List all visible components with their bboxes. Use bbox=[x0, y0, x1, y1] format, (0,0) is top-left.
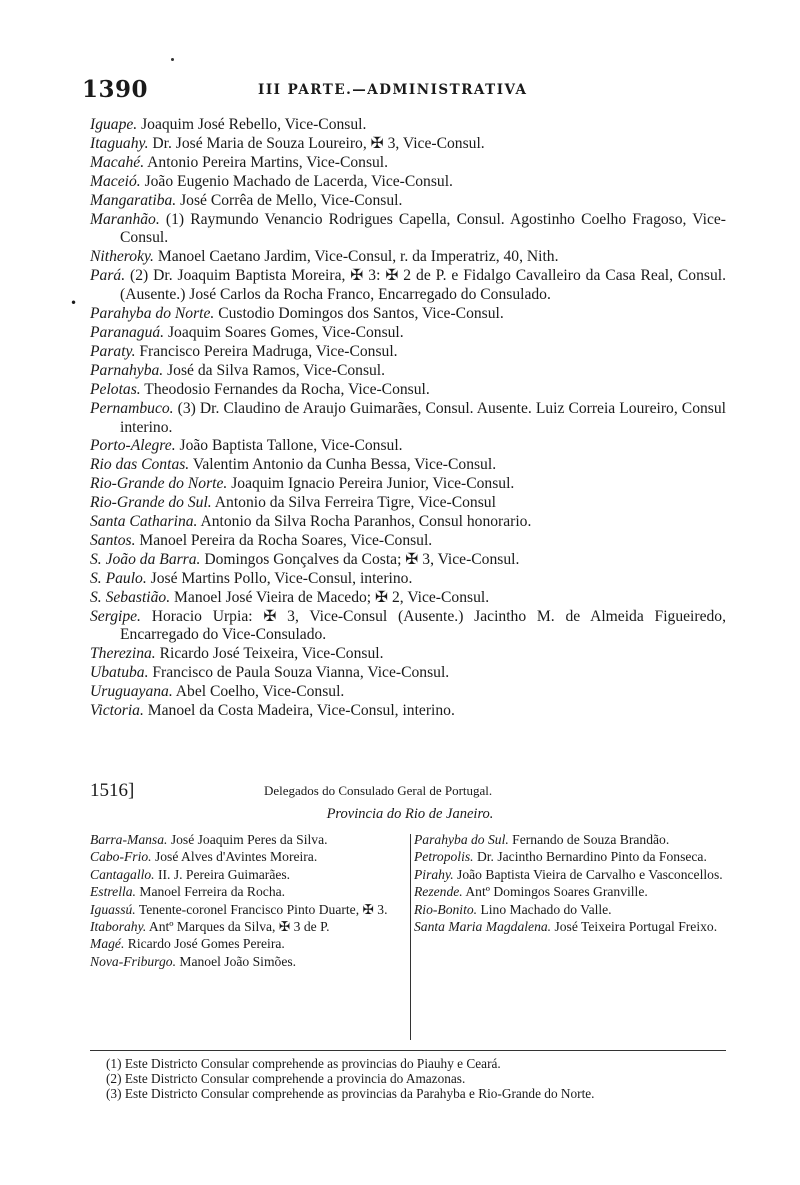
consul-entry bbox=[90, 608, 726, 646]
entry-text: Abel Coelho, Vice-Consul. bbox=[172, 683, 345, 701]
section-heading bbox=[90, 780, 730, 802]
place-name: Itaguahy. bbox=[90, 134, 149, 152]
consul-entry bbox=[90, 532, 726, 551]
consul-entry bbox=[90, 513, 726, 532]
place-name: Mangaratiba. bbox=[90, 191, 177, 209]
place-name: Pará. bbox=[90, 267, 126, 285]
entry-text: Manoel da Costa Madeira, Vice-Consul, interino. bbox=[143, 702, 455, 720]
place-name: Petropolis. bbox=[414, 849, 474, 865]
delegates-left-column bbox=[90, 832, 408, 971]
consul-list bbox=[90, 116, 726, 721]
entry-text: Domingos Gonçalves da Costa; ✠ 3, Vice-Consul. bbox=[200, 550, 520, 568]
consul-entry bbox=[90, 551, 726, 570]
entry-text: Lino Machado do Valle. bbox=[477, 901, 612, 917]
place-name: Therezina. bbox=[90, 645, 156, 663]
entry-text: II. J. Pereira Guimarães. bbox=[154, 866, 291, 882]
place-name: Magé. bbox=[90, 936, 125, 952]
delegate-entry bbox=[90, 902, 408, 918]
entry-text: Tenente-coronel Francisco Pinto Duarte, ✠ 3. bbox=[135, 901, 388, 917]
entry-text: Ricardo José Gomes Pereira. bbox=[124, 936, 285, 952]
delegate-entry bbox=[90, 867, 408, 883]
place-name: Cantagallo. bbox=[90, 866, 155, 882]
consul-entry bbox=[90, 475, 726, 494]
consul-entry bbox=[90, 400, 726, 438]
entry-text: José Teixeira Portugal Freixo. bbox=[551, 919, 718, 935]
consul-entry bbox=[90, 570, 726, 589]
consul-entry bbox=[90, 381, 726, 400]
delegate-entry bbox=[414, 902, 726, 918]
place-name: Maranhão. bbox=[90, 210, 160, 228]
consul-entry bbox=[90, 702, 726, 721]
delegates-right-column bbox=[414, 832, 726, 936]
entry-text: Manoel Ferreira da Rocha. bbox=[135, 884, 286, 900]
consul-entry bbox=[90, 683, 726, 702]
footnotes bbox=[88, 1056, 728, 1102]
place-name: S. Sebastião. bbox=[90, 588, 171, 606]
place-name: Sergipe. bbox=[90, 607, 141, 625]
consul-entry bbox=[90, 267, 726, 305]
consul-entry bbox=[90, 343, 726, 362]
consul-entry bbox=[90, 494, 726, 513]
delegate-entry bbox=[414, 832, 726, 848]
place-name: Rio-Grande do Norte. bbox=[90, 475, 228, 493]
delegate-entry bbox=[90, 919, 408, 935]
entry-text: João Baptista Vieira de Carvalho e Vasconcellos. bbox=[453, 866, 723, 882]
place-name: Iguassú. bbox=[90, 901, 136, 917]
delegate-entry bbox=[414, 849, 726, 865]
consul-entry bbox=[90, 192, 726, 211]
entry-text: Manoel Pereira da Rocha Soares, Vice-Consul. bbox=[135, 531, 433, 549]
consul-entry bbox=[90, 154, 726, 173]
place-name: Santos. bbox=[90, 531, 136, 549]
ink-dot bbox=[171, 58, 174, 61]
entry-text: Antonio da Silva Rocha Paranhos, Consul honorario. bbox=[197, 513, 532, 531]
place-name: Victoria. bbox=[90, 702, 144, 720]
entry-text: Theodosio Fernandes da Rocha, Vice-Consul. bbox=[140, 380, 430, 398]
entry-text: Antonio da Silva Ferreira Tigre, Vice-Consul bbox=[211, 494, 496, 512]
place-name: Parahyba do Sul. bbox=[414, 832, 509, 847]
place-name: Pernambuco. bbox=[90, 399, 174, 417]
entry-text: João Baptista Tallone, Vice-Consul. bbox=[175, 437, 403, 455]
place-name: Rio-Bonito. bbox=[414, 901, 478, 917]
place-name: Pelotas. bbox=[90, 380, 141, 398]
entry-text: Antº Marques da Silva, ✠ 3 de P. bbox=[146, 919, 330, 935]
place-name: Pirahy. bbox=[414, 866, 454, 882]
place-name: Barra-Mansa. bbox=[90, 832, 168, 847]
place-name: Parahyba do Norte. bbox=[90, 305, 215, 323]
page-header bbox=[82, 76, 732, 104]
entry-text: (3) Dr. Claudino de Araujo Guimarães, Consul. Ausente. Luiz Correia Loureiro, Consul interino. bbox=[120, 399, 726, 436]
delegate-entry bbox=[90, 954, 408, 970]
entry-text: Antonio Pereira Martins, Vice-Consul. bbox=[144, 153, 389, 171]
delegate-entry bbox=[414, 919, 726, 935]
entry-text: Joaquim José Rebello, Vice-Consul. bbox=[137, 116, 367, 133]
consul-entry bbox=[90, 645, 726, 664]
place-name: Maceió. bbox=[90, 172, 141, 190]
place-name: Nitheroky. bbox=[90, 248, 154, 266]
entry-text: José Joaquim Peres da Silva. bbox=[167, 832, 328, 847]
place-name: Macahé. bbox=[90, 153, 145, 171]
place-name: Uruguayana. bbox=[90, 683, 173, 701]
place-name: Rio-Grande do Sul. bbox=[90, 494, 212, 512]
column-divider bbox=[410, 834, 411, 1040]
footnote-rule bbox=[90, 1050, 726, 1051]
consul-entry bbox=[90, 173, 726, 192]
delegate-entry bbox=[90, 936, 408, 952]
place-name: Estrella. bbox=[90, 884, 136, 900]
place-name: Ubatuba. bbox=[90, 664, 149, 682]
consul-entry bbox=[90, 664, 726, 683]
delegates-table bbox=[90, 832, 726, 1040]
place-name: Cabo-Frio. bbox=[90, 849, 152, 865]
entry-text: Dr. Jacintho Bernardino Pinto da Fonseca. bbox=[473, 849, 707, 865]
place-name: Santa Catharina. bbox=[90, 513, 198, 531]
running-head: III PARTE.—ADMINISTRATIVA bbox=[258, 82, 528, 98]
section-number: 1516] bbox=[90, 780, 135, 801]
entry-text: Valentim Antonio da Cunha Bessa, Vice-Consul. bbox=[189, 456, 497, 474]
consul-entry bbox=[90, 456, 726, 475]
entry-text: Custodio Domingos dos Santos, Vice-Consul. bbox=[214, 305, 504, 323]
consul-entry bbox=[90, 305, 726, 324]
entry-text: Horacio Urpia: ✠ 3, Vice-Consul (Ausente.) Jacintho M. de Almeida Figueiredo, Encarregado do Vice-Consulado. bbox=[120, 607, 726, 644]
footnote: (2) Este Districto Consular comprehende a provincia do Amazonas. bbox=[106, 1071, 466, 1087]
entry-text: Fernando de Souza Brandão. bbox=[508, 832, 670, 847]
entry-text: Manoel Caetano Jardim, Vice-Consul, r. da Imperatriz, 40, Nith. bbox=[153, 248, 559, 266]
entry-text: (2) Dr. Joaquim Baptista Moreira, ✠ 3: ✠ 2 de P. e Fidalgo Cavalleiro da Casa Real, Consul. (Ausente.) José Carlos da Rocha Franco, Encarregado do Consulado. bbox=[120, 267, 726, 304]
consul-entry bbox=[90, 135, 726, 154]
place-name: Parnahyba. bbox=[90, 361, 164, 379]
entry-text: José Corrêa de Mello, Vice-Consul. bbox=[176, 191, 403, 209]
consul-entry bbox=[90, 116, 726, 135]
place-name: Iguape. bbox=[90, 116, 138, 133]
entry-text: (1) Raymundo Venancio Rodrigues Capella, Consul. Agostinho Coelho Fragoso, Vice-Consul. bbox=[120, 210, 726, 247]
entry-text: João Eugenio Machado de Lacerda, Vice-Consul. bbox=[140, 172, 453, 190]
province-title: Provincia do Rio de Janeiro. bbox=[326, 806, 494, 822]
delegate-entry bbox=[414, 884, 726, 900]
entry-text: Dr. José Maria de Souza Loureiro, ✠ 3, Vice-Consul. bbox=[148, 134, 485, 152]
entry-text: Francisco de Paula Souza Vianna, Vice-Consul. bbox=[148, 664, 450, 682]
entry-text: Manoel José Vieira de Macedo; ✠ 2, Vice-Consul. bbox=[170, 588, 490, 606]
consul-entry bbox=[90, 248, 726, 267]
place-name: S. Paulo. bbox=[90, 569, 147, 587]
place-name: S. João da Barra. bbox=[90, 550, 201, 568]
place-name: Itaborahy. bbox=[90, 919, 147, 935]
entry-text: Antº Domingos Soares Granville. bbox=[462, 884, 648, 900]
place-name: Paraty. bbox=[90, 342, 136, 360]
entry-text: Manoel João Simões. bbox=[175, 953, 297, 969]
delegate-entry bbox=[414, 867, 726, 883]
delegate-entry bbox=[90, 849, 408, 865]
place-name: Rio das Contas. bbox=[90, 456, 190, 474]
consul-entry bbox=[90, 211, 726, 249]
consul-entry bbox=[90, 362, 726, 381]
entry-text: Joaquim Ignacio Pereira Junior, Vice-Consul. bbox=[227, 475, 515, 493]
margin-mark: • bbox=[70, 296, 78, 310]
footnote: (1) Este Districto Consular comprehende as provincias do Piauhy e Ceará. bbox=[106, 1056, 501, 1071]
entry-text: Francisco Pereira Madruga, Vice-Consul. bbox=[135, 342, 398, 360]
footnote: (3) Este Districto Consular comprehende as provincias da Parahyba e Rio-Grande do Norte. bbox=[106, 1086, 595, 1102]
delegate-entry bbox=[90, 832, 408, 848]
entry-text: José Alves d'Avintes Moreira. bbox=[151, 849, 318, 865]
consul-entry bbox=[90, 324, 726, 343]
page-number: 1390 bbox=[82, 76, 149, 103]
section-title: Delegados do Consulado Geral de Portugal. bbox=[264, 783, 493, 798]
entry-text: Joaquim Soares Gomes, Vice-Consul. bbox=[164, 323, 404, 341]
entry-text: José da Silva Ramos, Vice-Consul. bbox=[163, 361, 386, 379]
delegate-entry bbox=[90, 884, 408, 900]
place-name: Porto-Alegre. bbox=[90, 437, 176, 455]
place-name: Nova-Friburgo. bbox=[90, 953, 176, 969]
place-name: Santa Maria Magdalena. bbox=[414, 919, 552, 935]
place-name: Paranaguá. bbox=[90, 323, 165, 341]
entry-text: Ricardo José Teixeira, Vice-Consul. bbox=[155, 645, 384, 663]
entry-text: José Martins Pollo, Vice-Consul, interino. bbox=[146, 569, 413, 587]
consul-entry bbox=[90, 437, 726, 456]
place-name: Rezende. bbox=[414, 884, 463, 900]
consul-entry bbox=[90, 589, 726, 608]
